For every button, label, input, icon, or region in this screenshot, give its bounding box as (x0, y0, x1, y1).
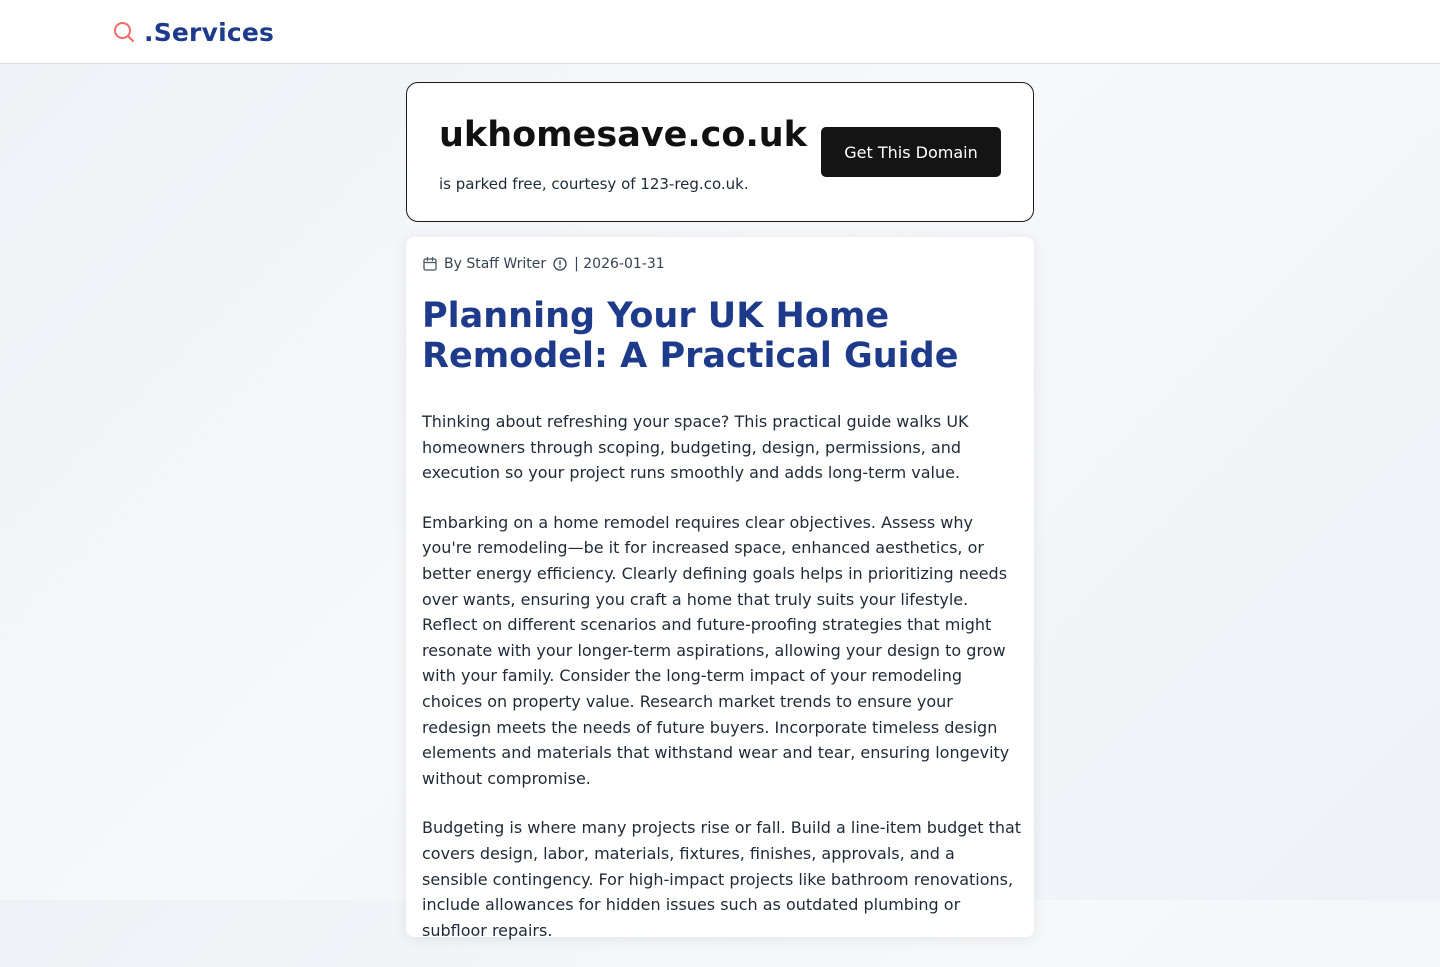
article-body (422, 409, 1022, 967)
parking-notice: is parked free, courtesy of 123-reg.co.uk. (439, 175, 749, 193)
article-paragraph: Embarking on a home remodel requires clear objectives. Assess why you're remodeling—be it for increased space, enhanced aesthetics, or better energy efficiency. Clearly defining goals helps in prioritizing needs over wants, ensuring you craft a home that truly suits your lifestyle. Reflect on different scenarios and future-proofing strategies that might resonate with your longer-term aspirations, allowing your design to grow with your family. Consider the long-term impact of your remodeling choices on property value. Research market trends to ensure your redesign meets the needs of future buyers. Incorporate timeless design elements and materials that withstand wear and tear, ensuring longevity without compromise. (422, 512, 1010, 788)
article-paragraph: Thinking about refreshing your space? This practical guide walks UK homeowners through scoping, budgeting, design, permissions, and execution so your project runs smoothly and adds long-term value. (422, 412, 969, 483)
article-author: By Staff Writer (444, 256, 547, 272)
article-title: Planning Your UK Home Remodel: A Practical Guide (422, 296, 959, 376)
article-paragraph: Budgeting is where many projects rise or fall. Build a line-item budget that covers design, labor, materials, fixtures, finishes, approvals, and a sensible contingency. For high-impact projects like bathroom renovations, include allowances for hidden issues such as outdated plumbing or subfloor repairs. (422, 818, 1022, 940)
article-card (406, 237, 1034, 940)
top-navigation-bar (0, 0, 1440, 64)
calendar-icon (422, 256, 438, 272)
search-icon (112, 20, 136, 44)
brand-text: .Services (144, 17, 275, 47)
domain-name: ukhomesave.co.uk (439, 115, 807, 155)
article-date: | 2026-01-31 (574, 256, 665, 272)
domain-parking-card (406, 82, 1034, 222)
get-this-domain-button[interactable]: Get This Domain (821, 127, 1001, 177)
brand-logo-link[interactable] (112, 14, 274, 50)
info-icon (552, 256, 568, 272)
article-meta (422, 254, 665, 274)
